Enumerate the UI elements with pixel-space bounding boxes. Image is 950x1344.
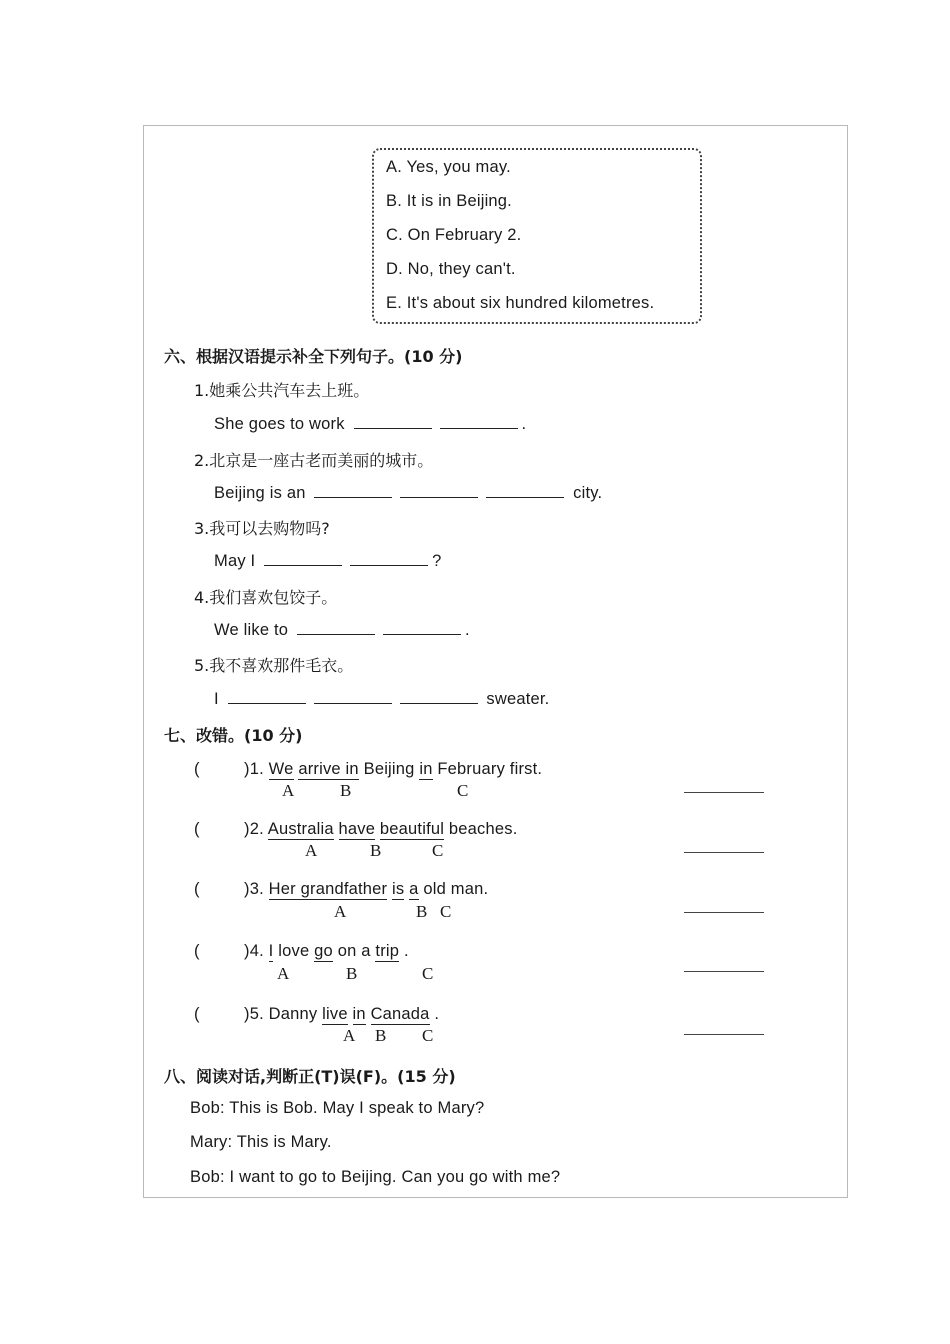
label-c: C <box>457 781 469 800</box>
label-b: B <box>375 1026 387 1045</box>
dialogue-line-2: Mary: This is Mary. <box>190 1133 332 1151</box>
option-e: E. It's about six hundred kilometres. <box>386 294 655 312</box>
label-a: A <box>305 841 318 860</box>
blank[interactable] <box>400 689 478 704</box>
answer-line[interactable] <box>684 792 764 793</box>
blank[interactable] <box>486 483 564 498</box>
s7-item5: )5. Danny live in Canada . <box>244 1005 440 1023</box>
s7-item1: )1. We arrive in Beijing in February first. <box>244 760 543 778</box>
s6-item2-cn: 2.北京是一座古老而美丽的城市。 <box>194 451 434 470</box>
s7-item5-paren: ( <box>194 1005 200 1023</box>
s7-item4-paren: ( <box>194 942 200 960</box>
label-a: A <box>277 964 290 983</box>
blank[interactable] <box>354 414 432 429</box>
s6-item5-en: I sweater. <box>214 690 550 708</box>
label-a: A <box>334 902 347 921</box>
label-a: A <box>282 781 295 800</box>
label-b: B <box>370 841 382 860</box>
s7-item2: )2. Australia have beautiful beaches. <box>244 820 518 838</box>
s7-item3-paren: ( <box>194 880 200 898</box>
answer-line[interactable] <box>684 971 764 972</box>
blank[interactable] <box>314 689 392 704</box>
label-a: A <box>343 1026 356 1045</box>
section6-heading: 六、根据汉语提示补全下列句子。(10 分) <box>164 347 463 366</box>
section7-heading: 七、改错。(10 分) <box>164 726 303 745</box>
s6-item1-en: She goes to work . <box>214 415 527 433</box>
answer-line[interactable] <box>684 852 764 853</box>
label-c: C <box>432 841 444 860</box>
s6-item2-en: Beijing is an city. <box>214 484 603 502</box>
s6-item4-en: We like to . <box>214 621 470 639</box>
blank[interactable] <box>400 483 478 498</box>
answer-line[interactable] <box>684 912 764 913</box>
blank[interactable] <box>264 551 342 566</box>
blank[interactable] <box>228 689 306 704</box>
option-a: A. Yes, you may. <box>386 158 511 176</box>
blank[interactable] <box>314 483 392 498</box>
s7-item4: )4. I love go on a trip . <box>244 942 409 960</box>
option-b: B. It is in Beijing. <box>386 192 512 210</box>
label-b: B <box>346 964 358 983</box>
option-c: C. On February 2. <box>386 226 522 244</box>
label-c: C <box>422 1026 434 1045</box>
s7-item3: )3. Her grandfather is a old man. <box>244 880 489 898</box>
label-c: C <box>422 964 434 983</box>
s6-item3-en: May I ? <box>214 552 442 570</box>
blank[interactable] <box>383 620 461 635</box>
s6-item1-cn: 1.她乘公共汽车去上班。 <box>194 381 370 400</box>
dialogue-line-3: Bob: I want to go to Beijing. Can you go with me? <box>190 1168 561 1186</box>
label-b: B <box>416 902 428 921</box>
label-b: B <box>340 781 352 800</box>
s7-item1-paren: ( <box>194 760 200 778</box>
option-d: D. No, they can't. <box>386 260 516 278</box>
section8-heading: 八、阅读对话,判断正(T)误(F)。(15 分) <box>164 1067 456 1086</box>
blank[interactable] <box>297 620 375 635</box>
s6-item5-cn: 5.我不喜欢那件毛衣。 <box>194 656 354 675</box>
s6-item4-cn: 4.我们喜欢包饺子。 <box>194 588 338 607</box>
blank[interactable] <box>350 551 428 566</box>
label-c: C <box>440 902 452 921</box>
s7-item2-paren: ( <box>194 820 200 838</box>
answer-options-box <box>372 148 702 324</box>
answer-line[interactable] <box>684 1034 764 1035</box>
s6-item3-cn: 3.我可以去购物吗? <box>194 519 330 538</box>
worksheet-page <box>143 125 848 1198</box>
blank[interactable] <box>440 414 518 429</box>
dialogue-line-1: Bob: This is Bob. May I speak to Mary? <box>190 1099 485 1117</box>
